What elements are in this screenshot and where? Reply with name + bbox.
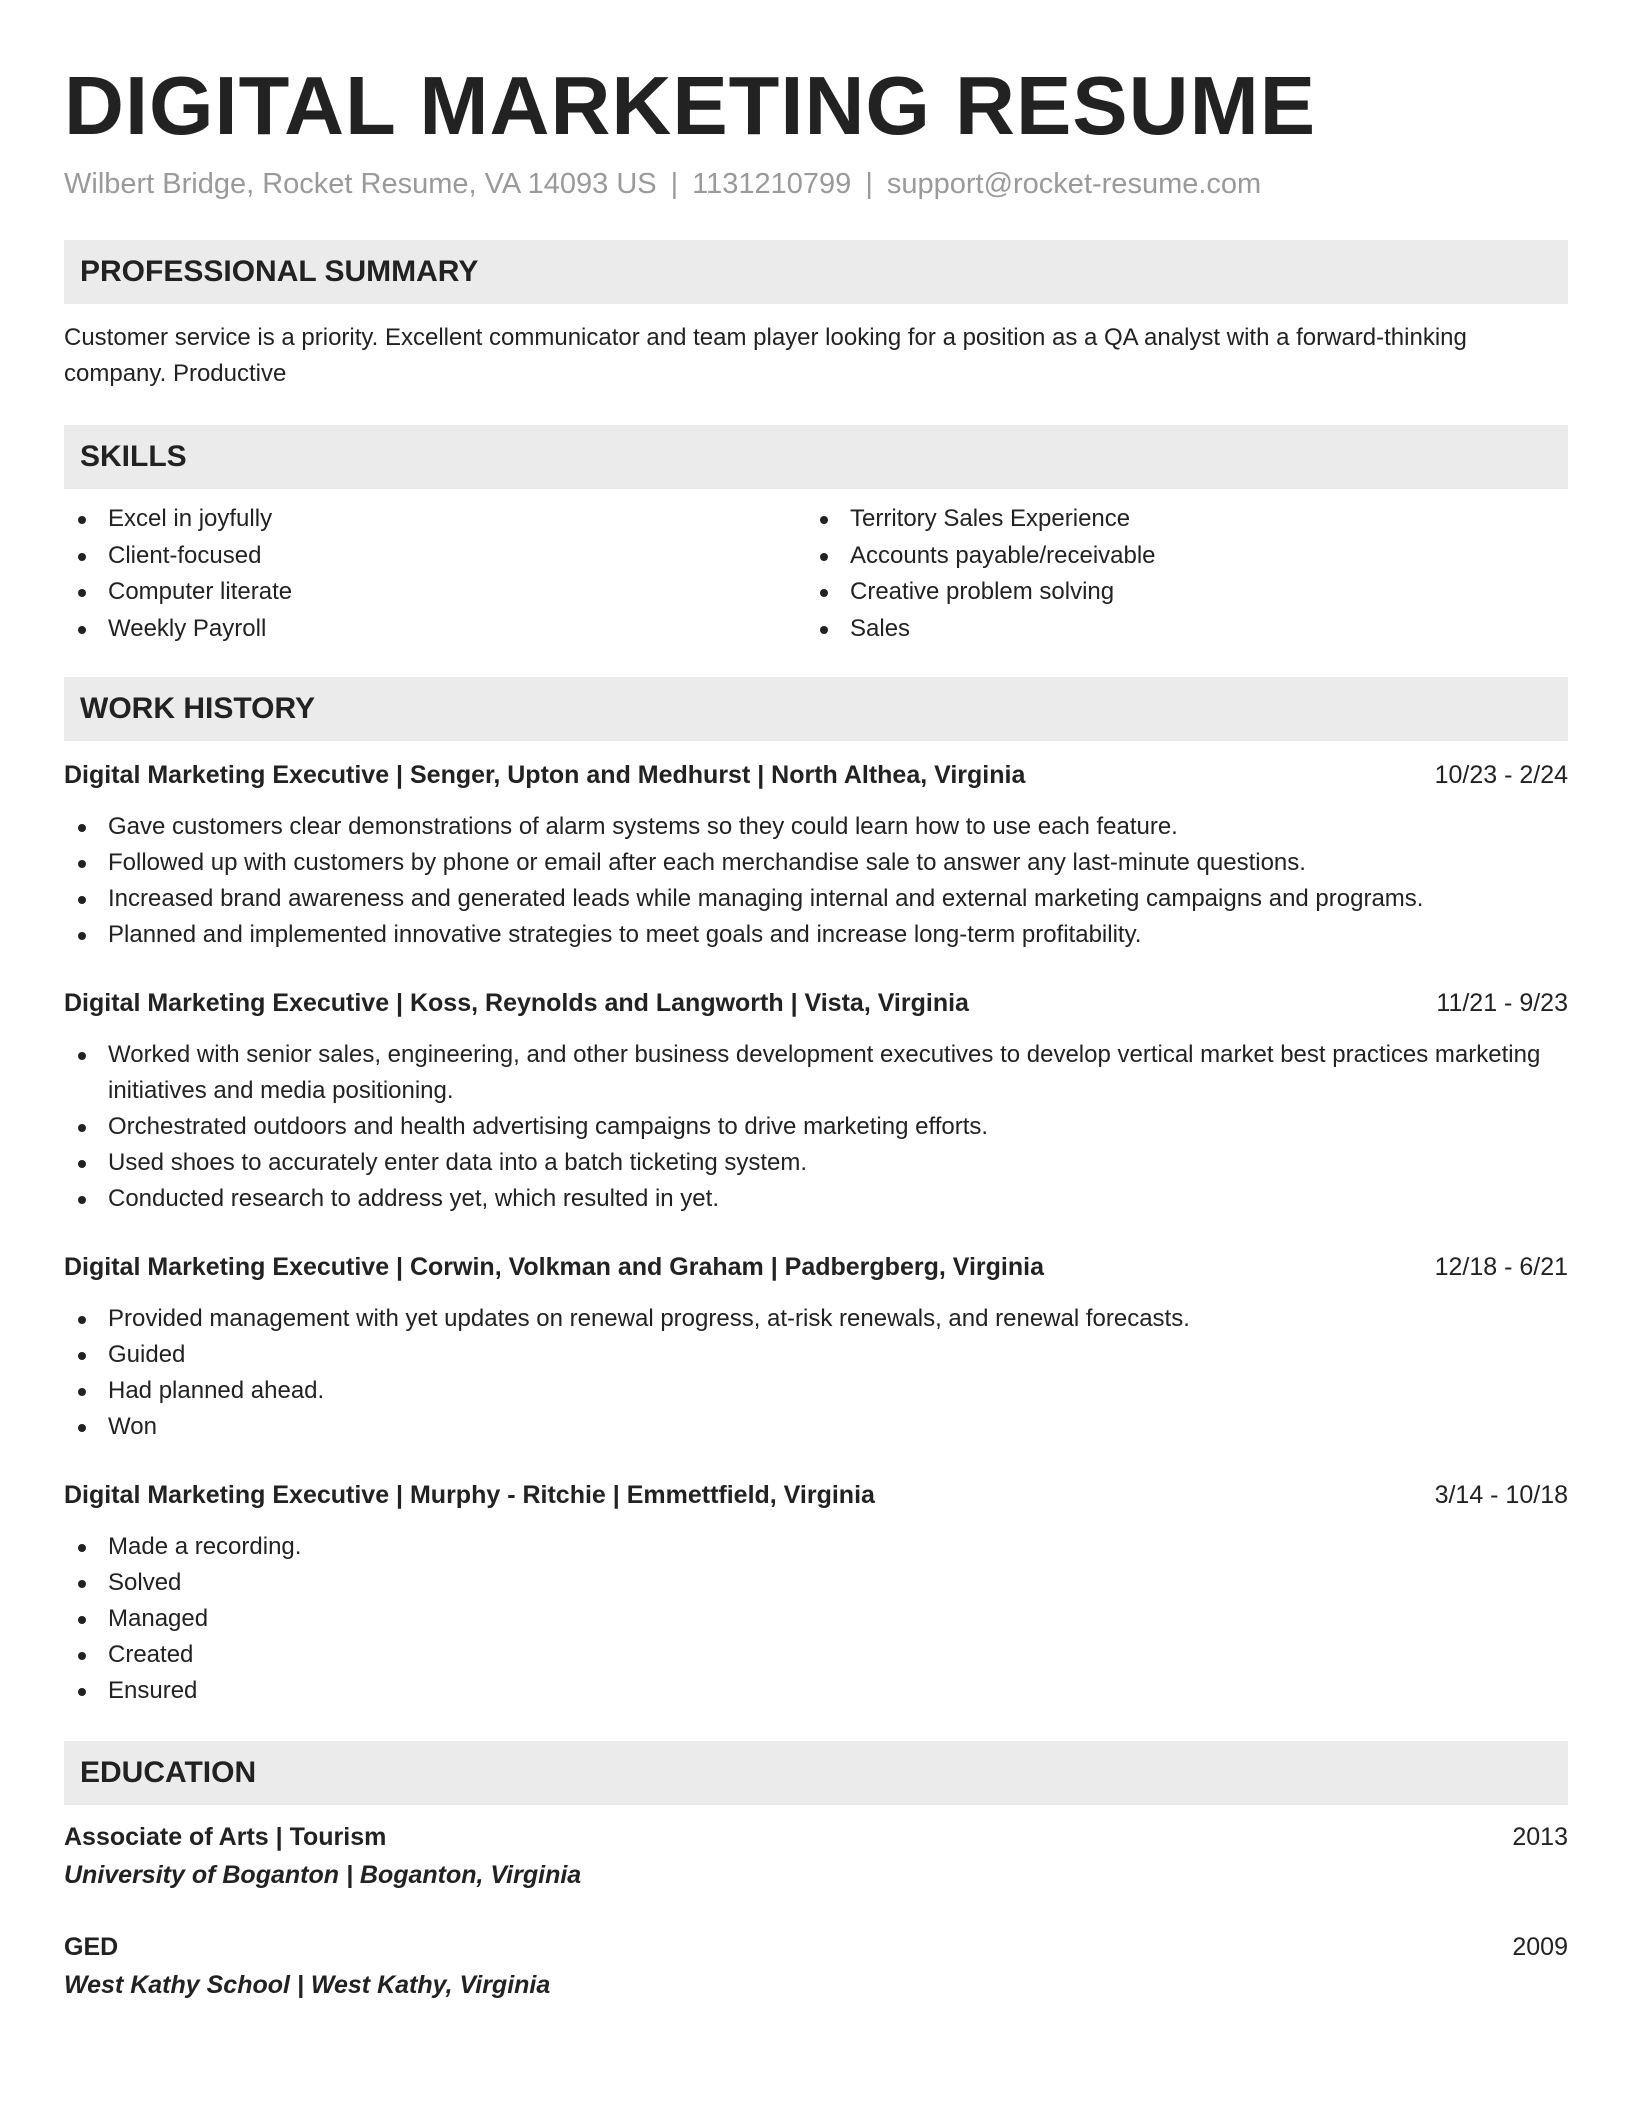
education-year: 2013: [1512, 1823, 1568, 1851]
job-entry: [64, 1249, 1568, 1445]
skills-heading: SKILLS: [64, 425, 1568, 489]
job-dates: 12/18 - 6/21: [1434, 1253, 1568, 1281]
skills-left-list: [64, 501, 806, 647]
job-dates: 10/23 - 2/24: [1434, 761, 1568, 789]
job-bullet: Used shoes to accurately enter data into a batch ticketing system.: [64, 1145, 1568, 1181]
education-year: 2009: [1512, 1933, 1568, 1961]
resume-title: DIGITAL MARKETING RESUME: [64, 59, 1317, 152]
skill-item: Client-focused: [64, 538, 806, 575]
contact-address: Wilbert Bridge, Rocket Resume, VA 14093 US: [64, 168, 657, 200]
job-bullet: Had planned ahead.: [64, 1373, 1568, 1409]
work-history-heading: WORK HISTORY: [64, 677, 1568, 741]
job-bullet: Won: [64, 1409, 1568, 1445]
job-bullet: Gave customers clear demonstrations of alarm systems so they could learn how to use each feature.: [64, 809, 1568, 845]
job-bullet: Worked with senior sales, engineering, and other business development executives to develop vertical market best practices marketing initiatives and media positioning.: [64, 1037, 1568, 1109]
job-bullet: Managed: [64, 1601, 1568, 1637]
job-dates: 11/21 - 9/23: [1436, 989, 1568, 1017]
skill-item: Creative problem solving: [806, 574, 1548, 611]
education-school: West Kathy School | West Kathy, Virginia: [64, 1971, 551, 1999]
job-header: [64, 757, 1568, 793]
job-entry: [64, 1477, 1568, 1709]
job-header: [64, 985, 1568, 1021]
summary-text: Customer service is a priority. Excellent communicator and team player looking for a position as a QA analyst with a forward-thinking company. Productive: [64, 324, 1467, 387]
job-bullet: Created: [64, 1637, 1568, 1673]
job-bullets: [64, 1301, 1568, 1445]
job-title: Digital Marketing Executive | Corwin, Volkman and Graham | Padbergberg, Virginia: [64, 1253, 1044, 1281]
job-bullet: Increased brand awareness and generated leads while managing internal and external marketing campaigns and programs.: [64, 881, 1568, 917]
education-header: [64, 1819, 1568, 1855]
skill-item: Computer literate: [64, 574, 806, 611]
skills-right-list: [806, 501, 1548, 647]
job-bullet: Guided: [64, 1337, 1568, 1373]
education-degree: GED: [64, 1933, 119, 1961]
resume-page: [64, 0, 1568, 2005]
job-bullets: [64, 1529, 1568, 1709]
job-header: [64, 1477, 1568, 1513]
job-title: Digital Marketing Executive | Murphy - Ritchie | Emmettfield, Virginia: [64, 1481, 875, 1509]
education-entry: [64, 1929, 1568, 2005]
job-bullet: Conducted research to address yet, which resulted in yet.: [64, 1181, 1568, 1217]
job-bullets: [64, 1037, 1568, 1217]
contact-email: support@rocket-resume.com: [886, 168, 1262, 200]
education-school: University of Boganton | Boganton, Virginia: [64, 1861, 582, 1889]
job-dates: 3/14 - 10/18: [1434, 1481, 1568, 1509]
contact-separator: |: [670, 168, 679, 200]
job-title: Digital Marketing Executive | Senger, Upton and Medhurst | North Althea, Virginia: [64, 761, 1026, 789]
job-bullets: [64, 809, 1568, 953]
summary-heading: PROFESSIONAL SUMMARY: [64, 240, 1568, 304]
education-heading: EDUCATION: [64, 1741, 1568, 1805]
job-bullet: Planned and implemented innovative strategies to meet goals and increase long-term profitability.: [64, 917, 1568, 953]
skill-item: Territory Sales Experience: [806, 501, 1548, 538]
education-entry: [64, 1819, 1568, 1895]
education-degree: Associate of Arts | Tourism: [64, 1823, 387, 1851]
job-bullet: Provided management with yet updates on renewal progress, at-risk renewals, and renewal forecasts.: [64, 1301, 1568, 1337]
skill-item: Sales: [806, 611, 1548, 648]
contact-separator: |: [865, 168, 873, 200]
contact-phone: 1131210799: [692, 168, 852, 200]
job-bullet: Solved: [64, 1565, 1568, 1601]
job-bullet: Ensured: [64, 1673, 1568, 1709]
skill-item: Accounts payable/receivable: [806, 538, 1548, 575]
skills-columns: [64, 501, 1568, 647]
job-bullet: Orchestrated outdoors and health advertising campaigns to drive marketing efforts.: [64, 1109, 1568, 1145]
education-header: [64, 1929, 1568, 1965]
job-bullet: Made a recording.: [64, 1529, 1568, 1565]
skill-item: Excel in joyfully: [64, 501, 806, 538]
contact-line: [64, 166, 1568, 202]
job-title: Digital Marketing Executive | Koss, Reynolds and Langworth | Vista, Virginia: [64, 989, 969, 1017]
job-entry: [64, 757, 1568, 953]
job-entry: [64, 985, 1568, 1217]
job-bullet: Followed up with customers by phone or email after each merchandise sale to answer any last-minute questions.: [64, 845, 1568, 881]
job-header: [64, 1249, 1568, 1285]
skill-item: Weekly Payroll: [64, 611, 806, 648]
